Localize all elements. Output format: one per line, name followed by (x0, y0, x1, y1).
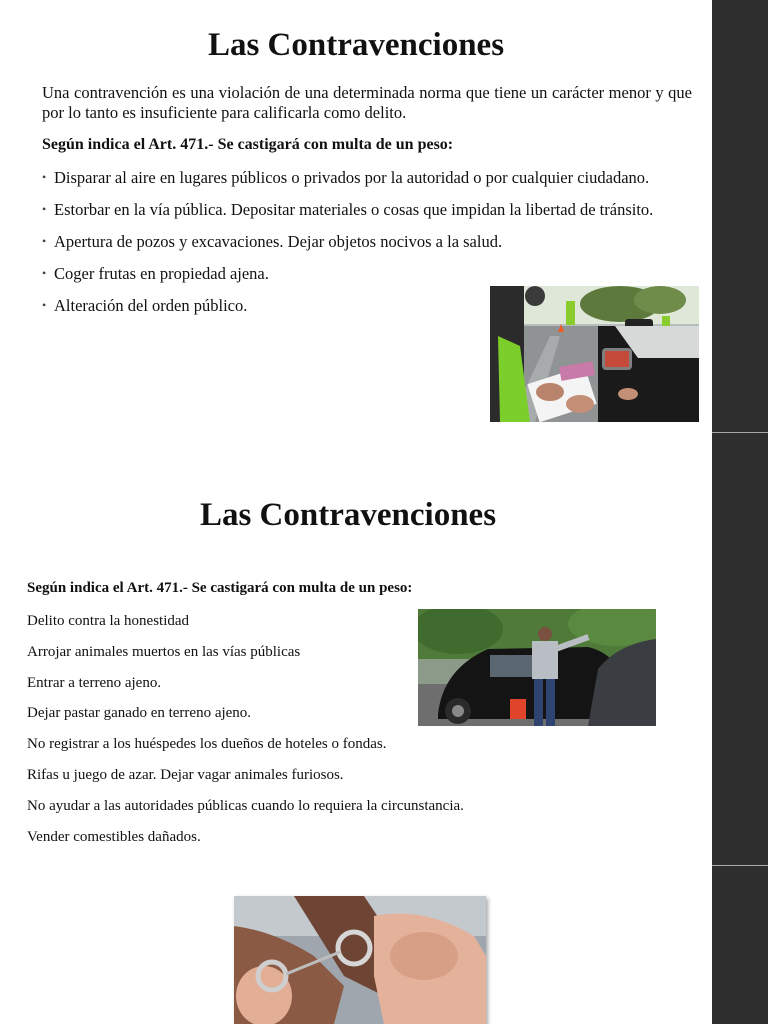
list-item: • Apertura de pozos y excavaciones. Dejar objetos nocivos a la salud. (42, 232, 672, 252)
list-item: • Estorbar en la vía pública. Depositar materiales o cosas que impidan la libertad de tránsito. (42, 200, 672, 220)
list-item: • Alteración del orden público. (42, 296, 672, 316)
list-item: • Coger frutas en propiedad ajena. (42, 264, 672, 284)
list-item: • Disparar al aire en lugares públicos o privados por la autoridad o por cualquier ciudadano. (42, 168, 672, 188)
article-heading: Según indica el Art. 471.- Se castigará con multa de un peso: (42, 136, 454, 153)
handcuffs-photo (234, 896, 486, 1024)
list-item: Entrar a terreno ajeno. (27, 674, 162, 691)
slide-2 (0, 433, 712, 865)
slide-3 (0, 866, 712, 1024)
slide-title: Las Contravenciones (199, 497, 497, 533)
traffic-police-photo (490, 286, 699, 422)
viewer-sidebar (712, 0, 768, 1024)
article-heading: Según indica el Art. 471.- Se castigará con multa de un peso: (27, 580, 413, 596)
slide-title: Las Contravenciones (207, 27, 505, 63)
list-item: Arrojar animales muertos en las vías públicas (27, 643, 301, 660)
list-item: Vender comestibles dañados. (27, 828, 201, 845)
slide-1 (0, 0, 712, 432)
sidebar-divider (712, 432, 768, 433)
list-item: Dejar pastar ganado en terreno ajeno. (27, 705, 252, 722)
intro-paragraph: Una contravención es una violación de una determinada norma que tiene un carácter menor y que por lo tanto es insuficiente para calificarla como delito. (42, 83, 692, 122)
sidebar-divider (712, 865, 768, 866)
list-item: No ayudar a las autoridades públicas cuando lo requiera la circunstancia. (27, 797, 464, 814)
list-item: Rifas u juego de azar. Dejar vagar animales furiosos. (27, 766, 344, 783)
list-item: Delito contra la honestidad (27, 613, 190, 629)
contravention-list (27, 611, 464, 857)
list-item: No registrar a los huéspedes los dueños de hoteles o fondas. (27, 736, 387, 753)
roadside-check-photo (418, 609, 656, 726)
